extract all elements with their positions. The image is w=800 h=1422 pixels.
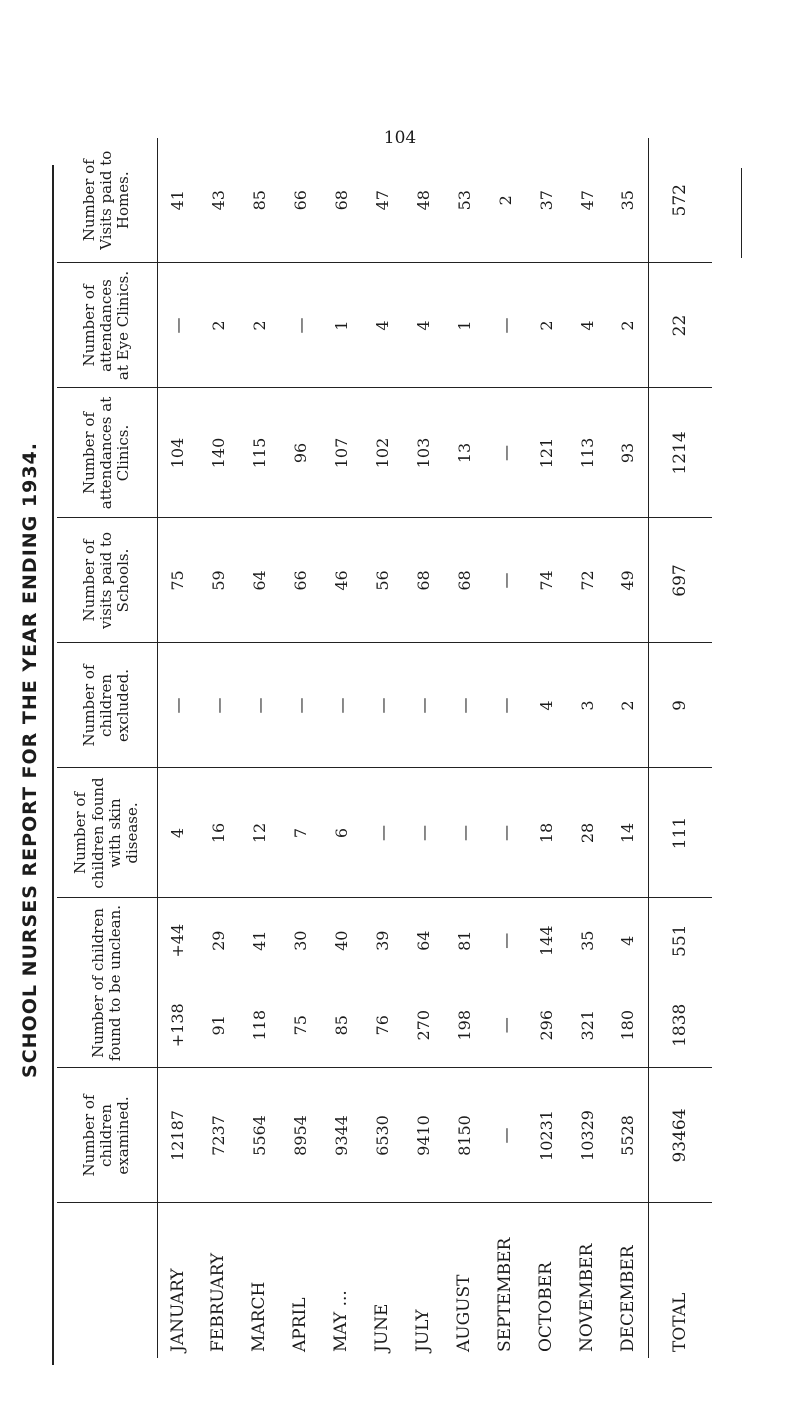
cell-clinics: 1214: [648, 388, 712, 518]
total-row: [648, 138, 712, 1358]
cell-home-visits: 41: [157, 138, 198, 263]
cell-unclean-a: 85: [321, 983, 362, 1068]
header-school-visits: Number of visits paid to Schools.: [57, 518, 157, 643]
cell-eye-clinics: —: [157, 263, 198, 388]
cell-excluded: 2: [607, 643, 648, 768]
cell-examined: 10231: [526, 1068, 567, 1203]
cell-eye-clinics: 4: [403, 263, 444, 388]
cell-clinics: 104: [157, 388, 198, 518]
cell-unclean-b: 41: [249, 930, 269, 951]
cell-skin: 18: [526, 768, 567, 898]
cell-eye-clinics: —: [280, 263, 321, 388]
cell-skin: 28: [567, 768, 608, 898]
cell-excluded: 4: [526, 643, 567, 768]
cell-skin: 16: [198, 768, 239, 898]
cell-unclean-a: 296: [526, 983, 567, 1068]
cell-skin: 6: [321, 768, 362, 898]
cell-eye-clinics: 4: [567, 263, 608, 388]
table-body: [157, 138, 712, 1358]
cell-excluded: 3: [567, 643, 608, 768]
table-row: [280, 138, 321, 1358]
cell-home-visits: 66: [280, 138, 321, 263]
cell-unclean-a: +138: [157, 983, 198, 1068]
table-row: [607, 138, 648, 1358]
cell-skin: 14: [607, 768, 648, 898]
cell-excluded: —: [321, 643, 362, 768]
cell-skin: 7: [280, 768, 321, 898]
cell-month: JANUARY: [167, 1268, 188, 1352]
report-table: [57, 138, 712, 1358]
cell-school-visits: 59: [198, 518, 239, 643]
cell-clinics: 13: [444, 388, 485, 518]
cell-school-visits: 72: [567, 518, 608, 643]
cell-unclean-b: 64: [413, 930, 433, 951]
cell-unclean-b: —: [495, 932, 515, 949]
cell-eye-clinics: 2: [198, 263, 239, 388]
table-row: [239, 138, 280, 1358]
right-rule: [741, 168, 742, 258]
cell-unclean-a: 270: [403, 983, 444, 1068]
cell-unclean-a: —: [485, 983, 526, 1068]
cell-eye-clinics: 22: [648, 263, 712, 388]
header-month: [57, 1203, 157, 1358]
cell-clinics: 103: [403, 388, 444, 518]
cell-excluded: —: [239, 643, 280, 768]
side-title: SCHOOL NURSES REPORT FOR THE YEAR ENDING 1934.: [19, 442, 41, 1078]
cell-examined: 6530: [362, 1068, 403, 1203]
cell-unclean-b: 551: [648, 898, 712, 983]
cell-eye-clinics: 4: [362, 263, 403, 388]
report-table-wrapper: [57, 150, 712, 1358]
cell-unclean-a: 75: [280, 983, 321, 1068]
cell-school-visits: 46: [321, 518, 362, 643]
cell-excluded: —: [485, 643, 526, 768]
header-unclean: Number of children found to be unclean.: [57, 898, 157, 1068]
cell-examined: 9410: [403, 1068, 444, 1203]
cell-home-visits: 2: [485, 138, 526, 263]
cell-unclean-b: +44: [168, 923, 188, 958]
cell-home-visits: 37: [526, 138, 567, 263]
table-row: [157, 138, 198, 1358]
cell-month: TOTAL: [648, 1203, 712, 1358]
header-home-visits: Number of Visits paid to Homes.: [57, 138, 157, 263]
cell-eye-clinics: 1: [444, 263, 485, 388]
cell-home-visits: 43: [198, 138, 239, 263]
cell-home-visits: 85: [239, 138, 280, 263]
cell-month: AUGUST: [454, 1274, 475, 1352]
cell-unclean-a: 180: [607, 983, 648, 1068]
cell-home-visits: 572: [648, 138, 712, 263]
cell-examined: 10329: [567, 1068, 608, 1203]
cell-home-visits: 68: [321, 138, 362, 263]
cell-clinics: 102: [362, 388, 403, 518]
cell-month: JUNE: [372, 1303, 393, 1352]
cell-unclean-b: 29: [208, 930, 228, 951]
cell-home-visits: 47: [567, 138, 608, 263]
cell-month: FEBRUARY: [208, 1252, 229, 1352]
cell-unclean-a: 321: [567, 983, 608, 1068]
cell-skin: —: [362, 768, 403, 898]
cell-school-visits: 68: [403, 518, 444, 643]
header-examined: Number of children examined.: [57, 1068, 157, 1203]
cell-examined: 5564: [239, 1068, 280, 1203]
cell-school-visits: 74: [526, 518, 567, 643]
table-row: [526, 138, 567, 1358]
cell-home-visits: 47: [362, 138, 403, 263]
cell-month: DECEMBER: [617, 1245, 638, 1352]
cell-home-visits: 48: [403, 138, 444, 263]
cell-examined: —: [485, 1068, 526, 1203]
table-row: [403, 138, 444, 1358]
cell-school-visits: 56: [362, 518, 403, 643]
cell-examined: 9344: [321, 1068, 362, 1203]
table-row: [567, 138, 608, 1358]
cell-eye-clinics: 1: [321, 263, 362, 388]
cell-examined: 93464: [648, 1068, 712, 1203]
cell-school-visits: 64: [239, 518, 280, 643]
cell-skin: 111: [648, 768, 712, 898]
cell-unclean-b: 4: [618, 935, 638, 946]
cell-excluded: —: [198, 643, 239, 768]
cell-unclean-b: 144: [536, 925, 556, 957]
cell-eye-clinics: 2: [526, 263, 567, 388]
cell-clinics: 115: [239, 388, 280, 518]
page-number: 104: [383, 128, 417, 148]
header-eye-clinics: Number of attendances at Eye Clinics.: [57, 263, 157, 388]
cell-skin: —: [403, 768, 444, 898]
cell-month: JULY: [413, 1309, 434, 1352]
cell-school-visits: 75: [157, 518, 198, 643]
cell-examined: 12187: [157, 1068, 198, 1203]
cell-skin: 12: [239, 768, 280, 898]
cell-examined: 7237: [198, 1068, 239, 1203]
cell-excluded: —: [280, 643, 321, 768]
table-row: [444, 138, 485, 1358]
cell-home-visits: 35: [607, 138, 648, 263]
cell-excluded: —: [157, 643, 198, 768]
header-skin: Number of children found with skin disease.: [57, 768, 157, 898]
cell-unclean-b: 40: [331, 930, 351, 951]
cell-school-visits: 66: [280, 518, 321, 643]
cell-month: SEPTEMBER: [495, 1237, 516, 1352]
cell-clinics: 96: [280, 388, 321, 518]
cell-clinics: 140: [198, 388, 239, 518]
cell-excluded: —: [362, 643, 403, 768]
cell-skin: —: [485, 768, 526, 898]
table-row: [485, 138, 526, 1358]
cell-unclean-a: 76: [362, 983, 403, 1068]
table-row: [321, 138, 362, 1358]
cell-examined: 5528: [607, 1068, 648, 1203]
cell-home-visits: 53: [444, 138, 485, 263]
header-excluded: Number of children excluded.: [57, 643, 157, 768]
table-row: [198, 138, 239, 1358]
cell-month: APRIL: [290, 1297, 311, 1352]
cell-examined: 8954: [280, 1068, 321, 1203]
cell-school-visits: 49: [607, 518, 648, 643]
cell-eye-clinics: 2: [607, 263, 648, 388]
cell-unclean-b: 81: [454, 930, 474, 951]
cell-unclean-a: 91: [198, 983, 239, 1068]
cell-unclean-b: 35: [577, 930, 597, 951]
cell-unclean-a: 1838: [648, 983, 712, 1068]
cell-unclean-b: 39: [372, 930, 392, 951]
cell-unclean-a: 118: [239, 983, 280, 1068]
cell-unclean-a: 198: [444, 983, 485, 1068]
cell-excluded: —: [444, 643, 485, 768]
cell-clinics: —: [485, 388, 526, 518]
cell-month: OCTOBER: [536, 1262, 557, 1352]
cell-month: MAY ...: [331, 1290, 352, 1352]
cell-eye-clinics: 2: [239, 263, 280, 388]
cell-examined: 8150: [444, 1068, 485, 1203]
cell-month: NOVEMBER: [577, 1243, 597, 1352]
cell-clinics: 113: [567, 388, 608, 518]
cell-skin: 4: [157, 768, 198, 898]
cell-school-visits: —: [485, 518, 526, 643]
cell-eye-clinics: —: [485, 263, 526, 388]
cell-skin: —: [444, 768, 485, 898]
cell-school-visits: 697: [648, 518, 712, 643]
cell-clinics: 93: [607, 388, 648, 518]
cell-school-visits: 68: [444, 518, 485, 643]
cell-unclean-b: 30: [290, 930, 310, 951]
cell-month: MARCH: [249, 1281, 270, 1352]
cell-clinics: 107: [321, 388, 362, 518]
left-rule: [52, 165, 54, 1365]
header-clinics: Number of attendances at Clinics.: [57, 388, 157, 518]
cell-clinics: 121: [526, 388, 567, 518]
cell-excluded: —: [403, 643, 444, 768]
table-row: [362, 138, 403, 1358]
cell-excluded: 9: [648, 643, 712, 768]
